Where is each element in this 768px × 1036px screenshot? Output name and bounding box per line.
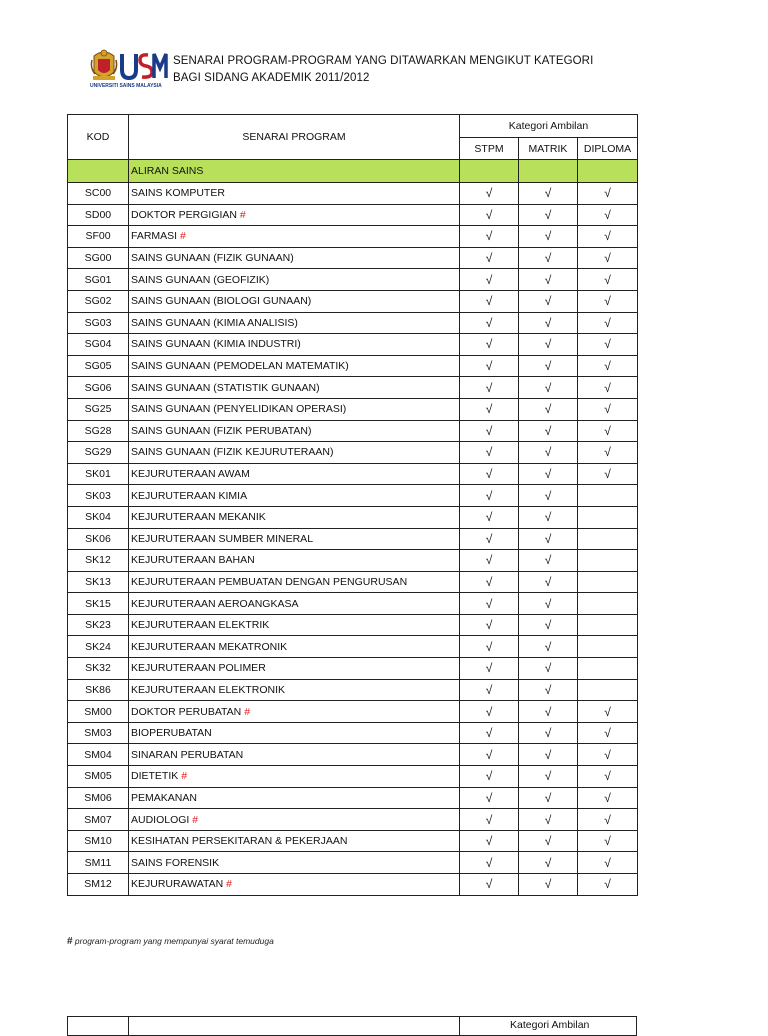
- diploma-check: √: [578, 766, 638, 788]
- program-name: [129, 377, 460, 399]
- program-name-text: SAINS GUNAAN (KIMIA INDUSTRI): [131, 338, 301, 351]
- table-row: [68, 183, 638, 205]
- diploma-check: √: [578, 377, 638, 399]
- matrik-check: √: [519, 269, 578, 291]
- program-name-text: KEJURUTERAAN PEMBUATAN DENGAN PENGURUSAN: [131, 575, 408, 588]
- program-name-text: AUDIOLOGI: [131, 813, 193, 826]
- stpm-check: √: [460, 830, 519, 852]
- section-row: [68, 160, 638, 183]
- interview-marker: #: [192, 813, 199, 826]
- diploma-check: √: [578, 269, 638, 291]
- stpm-check: √: [460, 658, 519, 680]
- diploma-check: √: [578, 874, 638, 896]
- table-row: [68, 377, 638, 399]
- header-program: SENARAI PROGRAM: [129, 115, 460, 160]
- program-code: SK03: [68, 485, 129, 507]
- program-name: [129, 247, 460, 269]
- diploma-check: √: [578, 247, 638, 269]
- title-line-1: SENARAI PROGRAM-PROGRAM YANG DITAWARKAN MENGIKUT KATEGORI: [173, 55, 594, 67]
- matrik-check: √: [519, 334, 578, 356]
- program-code: SG03: [68, 312, 129, 334]
- stpm-check: √: [460, 701, 519, 723]
- program-name-text: KEJURUTERAAN AWAM: [131, 468, 250, 481]
- table-header-row: [68, 115, 638, 138]
- program-name: [129, 442, 460, 464]
- stpm-check: √: [460, 679, 519, 701]
- program-name: [129, 398, 460, 420]
- next-table-category: Kategori Ambilan: [510, 1019, 590, 1031]
- program-name: [129, 722, 460, 744]
- interview-marker: #: [244, 705, 251, 718]
- footnote-text: program-program yang mempunyai syarat temuduga: [72, 936, 274, 946]
- diploma-check: [578, 679, 638, 701]
- program-name: [129, 269, 460, 291]
- diploma-check: [578, 658, 638, 680]
- table-row: [68, 614, 638, 636]
- program-code: SM12: [68, 874, 129, 896]
- stpm-check: √: [460, 874, 519, 896]
- stpm-check: √: [460, 312, 519, 334]
- stpm-check: √: [460, 398, 519, 420]
- matrik-check: √: [519, 550, 578, 572]
- program-name: [129, 204, 460, 226]
- program-code: SM11: [68, 852, 129, 874]
- header-stpm: STPM: [460, 138, 519, 160]
- program-name-text: SAINS FORENSIK: [131, 856, 220, 869]
- interview-marker: #: [181, 770, 188, 783]
- matrik-check: √: [519, 290, 578, 312]
- table-row: [68, 463, 638, 485]
- program-name: [129, 809, 460, 831]
- program-name: [129, 290, 460, 312]
- program-name: [129, 528, 460, 550]
- program-code: SG25: [68, 398, 129, 420]
- program-code: SC00: [68, 183, 129, 205]
- program-name: [129, 420, 460, 442]
- interview-marker: #: [226, 878, 232, 891]
- table-row: [68, 312, 638, 334]
- table-row: [68, 420, 638, 442]
- program-code: SK32: [68, 658, 129, 680]
- table-row: [68, 442, 638, 464]
- table-row: [68, 787, 638, 809]
- program-code: SK13: [68, 571, 129, 593]
- program-code: SG05: [68, 355, 129, 377]
- stpm-check: √: [460, 744, 519, 766]
- program-name-text: KEJURUTERAAN KIMIA: [131, 489, 248, 502]
- stpm-check: √: [460, 528, 519, 550]
- diploma-check: √: [578, 744, 638, 766]
- table-row: [68, 550, 638, 572]
- program-name-text: SAINS GUNAAN (PENYELIDIKAN OPERASI): [131, 403, 347, 416]
- matrik-check: √: [519, 463, 578, 485]
- table-row: [68, 204, 638, 226]
- program-code: SG01: [68, 269, 129, 291]
- matrik-check: √: [519, 442, 578, 464]
- matrik-check: √: [519, 614, 578, 636]
- program-code: SG06: [68, 377, 129, 399]
- program-code: SK04: [68, 506, 129, 528]
- title-line-2: BAGI SIDANG AKADEMIK 2011/2012: [173, 72, 370, 84]
- stpm-check: √: [460, 377, 519, 399]
- usm-logo: [90, 46, 168, 92]
- matrik-check: √: [519, 766, 578, 788]
- stpm-check: √: [460, 290, 519, 312]
- program-code: SK01: [68, 463, 129, 485]
- diploma-check: √: [578, 830, 638, 852]
- program-name-text: KESIHATAN PERSEKITARAN & PEKERJAAN: [131, 835, 348, 848]
- program-name: [129, 183, 460, 205]
- program-name: [129, 312, 460, 334]
- table-row: [68, 722, 638, 744]
- diploma-check: √: [578, 204, 638, 226]
- matrik-check: √: [519, 722, 578, 744]
- table-row: [68, 874, 638, 896]
- table-row: [68, 636, 638, 658]
- matrik-check: √: [519, 506, 578, 528]
- stpm-check: √: [460, 550, 519, 572]
- table-row: [68, 269, 638, 291]
- stpm-check: √: [460, 722, 519, 744]
- matrik-check: √: [519, 852, 578, 874]
- program-name-text: SAINS GUNAAN (FIZIK PERUBATAN): [131, 424, 312, 437]
- program-code: SM07: [68, 809, 129, 831]
- program-name: [129, 636, 460, 658]
- table-row: [68, 593, 638, 615]
- table-row: [68, 679, 638, 701]
- program-name: [129, 550, 460, 572]
- stpm-check: √: [460, 506, 519, 528]
- diploma-check: √: [578, 312, 638, 334]
- program-name-text: SAINS KOMPUTER: [131, 187, 225, 200]
- matrik-check: √: [519, 874, 578, 896]
- diploma-check: [578, 593, 638, 615]
- header-category: Kategori Ambilan: [460, 115, 638, 138]
- stpm-check: √: [460, 766, 519, 788]
- diploma-check: √: [578, 398, 638, 420]
- diploma-check: √: [578, 442, 638, 464]
- stpm-check: √: [460, 614, 519, 636]
- program-name: [129, 852, 460, 874]
- stpm-check: √: [460, 463, 519, 485]
- diploma-check: √: [578, 334, 638, 356]
- matrik-check: √: [519, 636, 578, 658]
- program-code: SM10: [68, 830, 129, 852]
- diploma-check: √: [578, 809, 638, 831]
- matrik-check: √: [519, 183, 578, 205]
- table-row: [68, 485, 638, 507]
- program-name-text: SINARAN PERUBATAN: [131, 748, 244, 761]
- program-name-text: SAINS GUNAAN (KIMIA ANALISIS): [131, 316, 298, 329]
- matrik-check: √: [519, 377, 578, 399]
- diploma-check: √: [578, 701, 638, 723]
- program-code: SK23: [68, 614, 129, 636]
- program-code: SK06: [68, 528, 129, 550]
- matrik-check: √: [519, 658, 578, 680]
- header-matrik: MATRIK: [519, 138, 578, 160]
- diploma-check: √: [578, 787, 638, 809]
- program-code: SF00: [68, 226, 129, 248]
- program-name: [129, 744, 460, 766]
- program-name: [129, 226, 460, 248]
- program-name-text: DIETETIK: [131, 770, 182, 783]
- diploma-check: √: [578, 420, 638, 442]
- program-code: SG02: [68, 290, 129, 312]
- matrik-check: √: [519, 679, 578, 701]
- program-name-text: KEJURUTERAAN ELEKTRIK: [131, 619, 270, 632]
- table-row: [68, 701, 638, 723]
- stpm-check: √: [460, 183, 519, 205]
- stpm-check: √: [460, 269, 519, 291]
- table-row: [68, 226, 638, 248]
- table-row: [68, 571, 638, 593]
- diploma-check: [578, 636, 638, 658]
- header-code: KOD: [68, 115, 129, 160]
- table-row: [68, 355, 638, 377]
- table-row: [68, 766, 638, 788]
- program-name: [129, 766, 460, 788]
- matrik-check: √: [519, 204, 578, 226]
- table-row: [68, 658, 638, 680]
- program-name-text: KEJURUTERAAN POLIMER: [131, 662, 266, 675]
- program-name: [129, 614, 460, 636]
- program-name: [129, 485, 460, 507]
- program-code: SM00: [68, 701, 129, 723]
- diploma-check: √: [578, 183, 638, 205]
- program-name-text: DOKTOR PERUBATAN: [131, 705, 245, 718]
- table-row: [68, 506, 638, 528]
- footnote: [67, 936, 274, 947]
- stpm-check: √: [460, 334, 519, 356]
- matrik-check: √: [519, 247, 578, 269]
- matrik-check: √: [519, 355, 578, 377]
- program-code: SK12: [68, 550, 129, 572]
- program-name-text: SAINS GUNAAN (STATISTIK GUNAAN): [131, 381, 320, 394]
- header-diploma: DIPLOMA: [578, 138, 638, 160]
- program-code: SD00: [68, 204, 129, 226]
- program-name: [129, 506, 460, 528]
- matrik-check: √: [519, 226, 578, 248]
- program-name-text: SAINS GUNAAN (PEMODELAN MATEMATIK): [131, 360, 349, 373]
- program-code: SM05: [68, 766, 129, 788]
- table-row: [68, 744, 638, 766]
- next-table-header: [67, 1016, 637, 1036]
- matrik-check: √: [519, 312, 578, 334]
- program-name: [129, 334, 460, 356]
- interview-marker: #: [180, 230, 186, 243]
- matrik-check: √: [519, 809, 578, 831]
- stpm-check: √: [460, 204, 519, 226]
- stpm-check: √: [460, 247, 519, 269]
- program-name: [129, 571, 460, 593]
- diploma-check: [578, 550, 638, 572]
- program-code: SG29: [68, 442, 129, 464]
- stpm-check: √: [460, 355, 519, 377]
- program-name-text: SAINS GUNAAN (FIZIK KEJURUTERAAN): [131, 446, 334, 459]
- program-name-text: KEJURURAWATAN: [131, 878, 227, 891]
- diploma-check: [578, 528, 638, 550]
- program-name-text: KEJURUTERAAN BAHAN: [131, 554, 255, 567]
- stpm-check: √: [460, 420, 519, 442]
- stpm-check: √: [460, 485, 519, 507]
- matrik-check: √: [519, 528, 578, 550]
- program-code: SG00: [68, 247, 129, 269]
- diploma-check: √: [578, 290, 638, 312]
- program-name-text: KEJURUTERAAN MEKATRONIK: [131, 640, 288, 653]
- program-code: SG04: [68, 334, 129, 356]
- program-code: SK15: [68, 593, 129, 615]
- program-code: SK24: [68, 636, 129, 658]
- program-name-text: KEJURUTERAAN ELEKTRONIK: [131, 683, 286, 696]
- program-name-text: SAINS GUNAAN (GEOFIZIK): [131, 273, 270, 286]
- program-name: [129, 874, 460, 896]
- program-name-text: KEJURUTERAAN AEROANGKASA: [131, 597, 299, 610]
- stpm-check: √: [460, 636, 519, 658]
- program-name-text: DOKTOR PERGIGIAN: [131, 208, 240, 221]
- table-row: [68, 830, 638, 852]
- diploma-check: √: [578, 226, 638, 248]
- program-name: [129, 701, 460, 723]
- diploma-check: √: [578, 355, 638, 377]
- program-code: SG28: [68, 420, 129, 442]
- diploma-check: [578, 571, 638, 593]
- table-row: [68, 334, 638, 356]
- matrik-check: √: [519, 830, 578, 852]
- program-name-text: BIOPERUBATAN: [131, 727, 212, 740]
- matrik-check: √: [519, 787, 578, 809]
- stpm-check: √: [460, 593, 519, 615]
- program-name-text: FARMASI: [131, 230, 181, 243]
- table-row: [68, 247, 638, 269]
- matrik-check: √: [519, 593, 578, 615]
- diploma-check: [578, 614, 638, 636]
- stpm-check: √: [460, 226, 519, 248]
- program-name: [129, 355, 460, 377]
- program-name-text: SAINS GUNAAN (BIOLOGI GUNAAN): [131, 295, 312, 308]
- program-name: [129, 658, 460, 680]
- program-name-text: KEJURUTERAAN MEKANIK: [131, 511, 266, 524]
- stpm-check: √: [460, 809, 519, 831]
- program-code: SM06: [68, 787, 129, 809]
- program-name: [129, 463, 460, 485]
- matrik-check: √: [519, 420, 578, 442]
- matrik-check: √: [519, 744, 578, 766]
- interview-marker: #: [239, 208, 246, 221]
- table-row: [68, 852, 638, 874]
- program-name: [129, 830, 460, 852]
- table-row: [68, 809, 638, 831]
- program-name-text: KEJURUTERAAN SUMBER MINERAL: [131, 532, 314, 545]
- program-name: [129, 593, 460, 615]
- footnote-symbol: #: [67, 936, 73, 947]
- diploma-check: √: [578, 722, 638, 744]
- table-row: [68, 398, 638, 420]
- stpm-check: √: [460, 852, 519, 874]
- matrik-check: √: [519, 571, 578, 593]
- diploma-check: √: [578, 852, 638, 874]
- program-name-text: PEMAKANAN: [131, 791, 197, 804]
- program-code: SM03: [68, 722, 129, 744]
- table-row: [68, 290, 638, 312]
- stpm-check: √: [460, 442, 519, 464]
- program-code: SK86: [68, 679, 129, 701]
- program-code: SM04: [68, 744, 129, 766]
- matrik-check: √: [519, 485, 578, 507]
- logo-subtitle: UNIVERSITI SAINS MALAYSIA: [90, 83, 162, 89]
- matrik-check: √: [519, 701, 578, 723]
- program-table: [67, 114, 638, 896]
- table-row: [68, 528, 638, 550]
- diploma-check: √: [578, 463, 638, 485]
- stpm-check: √: [460, 787, 519, 809]
- document-title: [173, 53, 593, 87]
- diploma-check: [578, 506, 638, 528]
- stpm-check: √: [460, 571, 519, 593]
- matrik-check: √: [519, 398, 578, 420]
- section-label: ALIRAN SAINS: [129, 160, 460, 183]
- program-name-text: SAINS GUNAAN (FIZIK GUNAAN): [131, 252, 294, 265]
- diploma-check: [578, 485, 638, 507]
- program-name: [129, 679, 460, 701]
- program-name: [129, 787, 460, 809]
